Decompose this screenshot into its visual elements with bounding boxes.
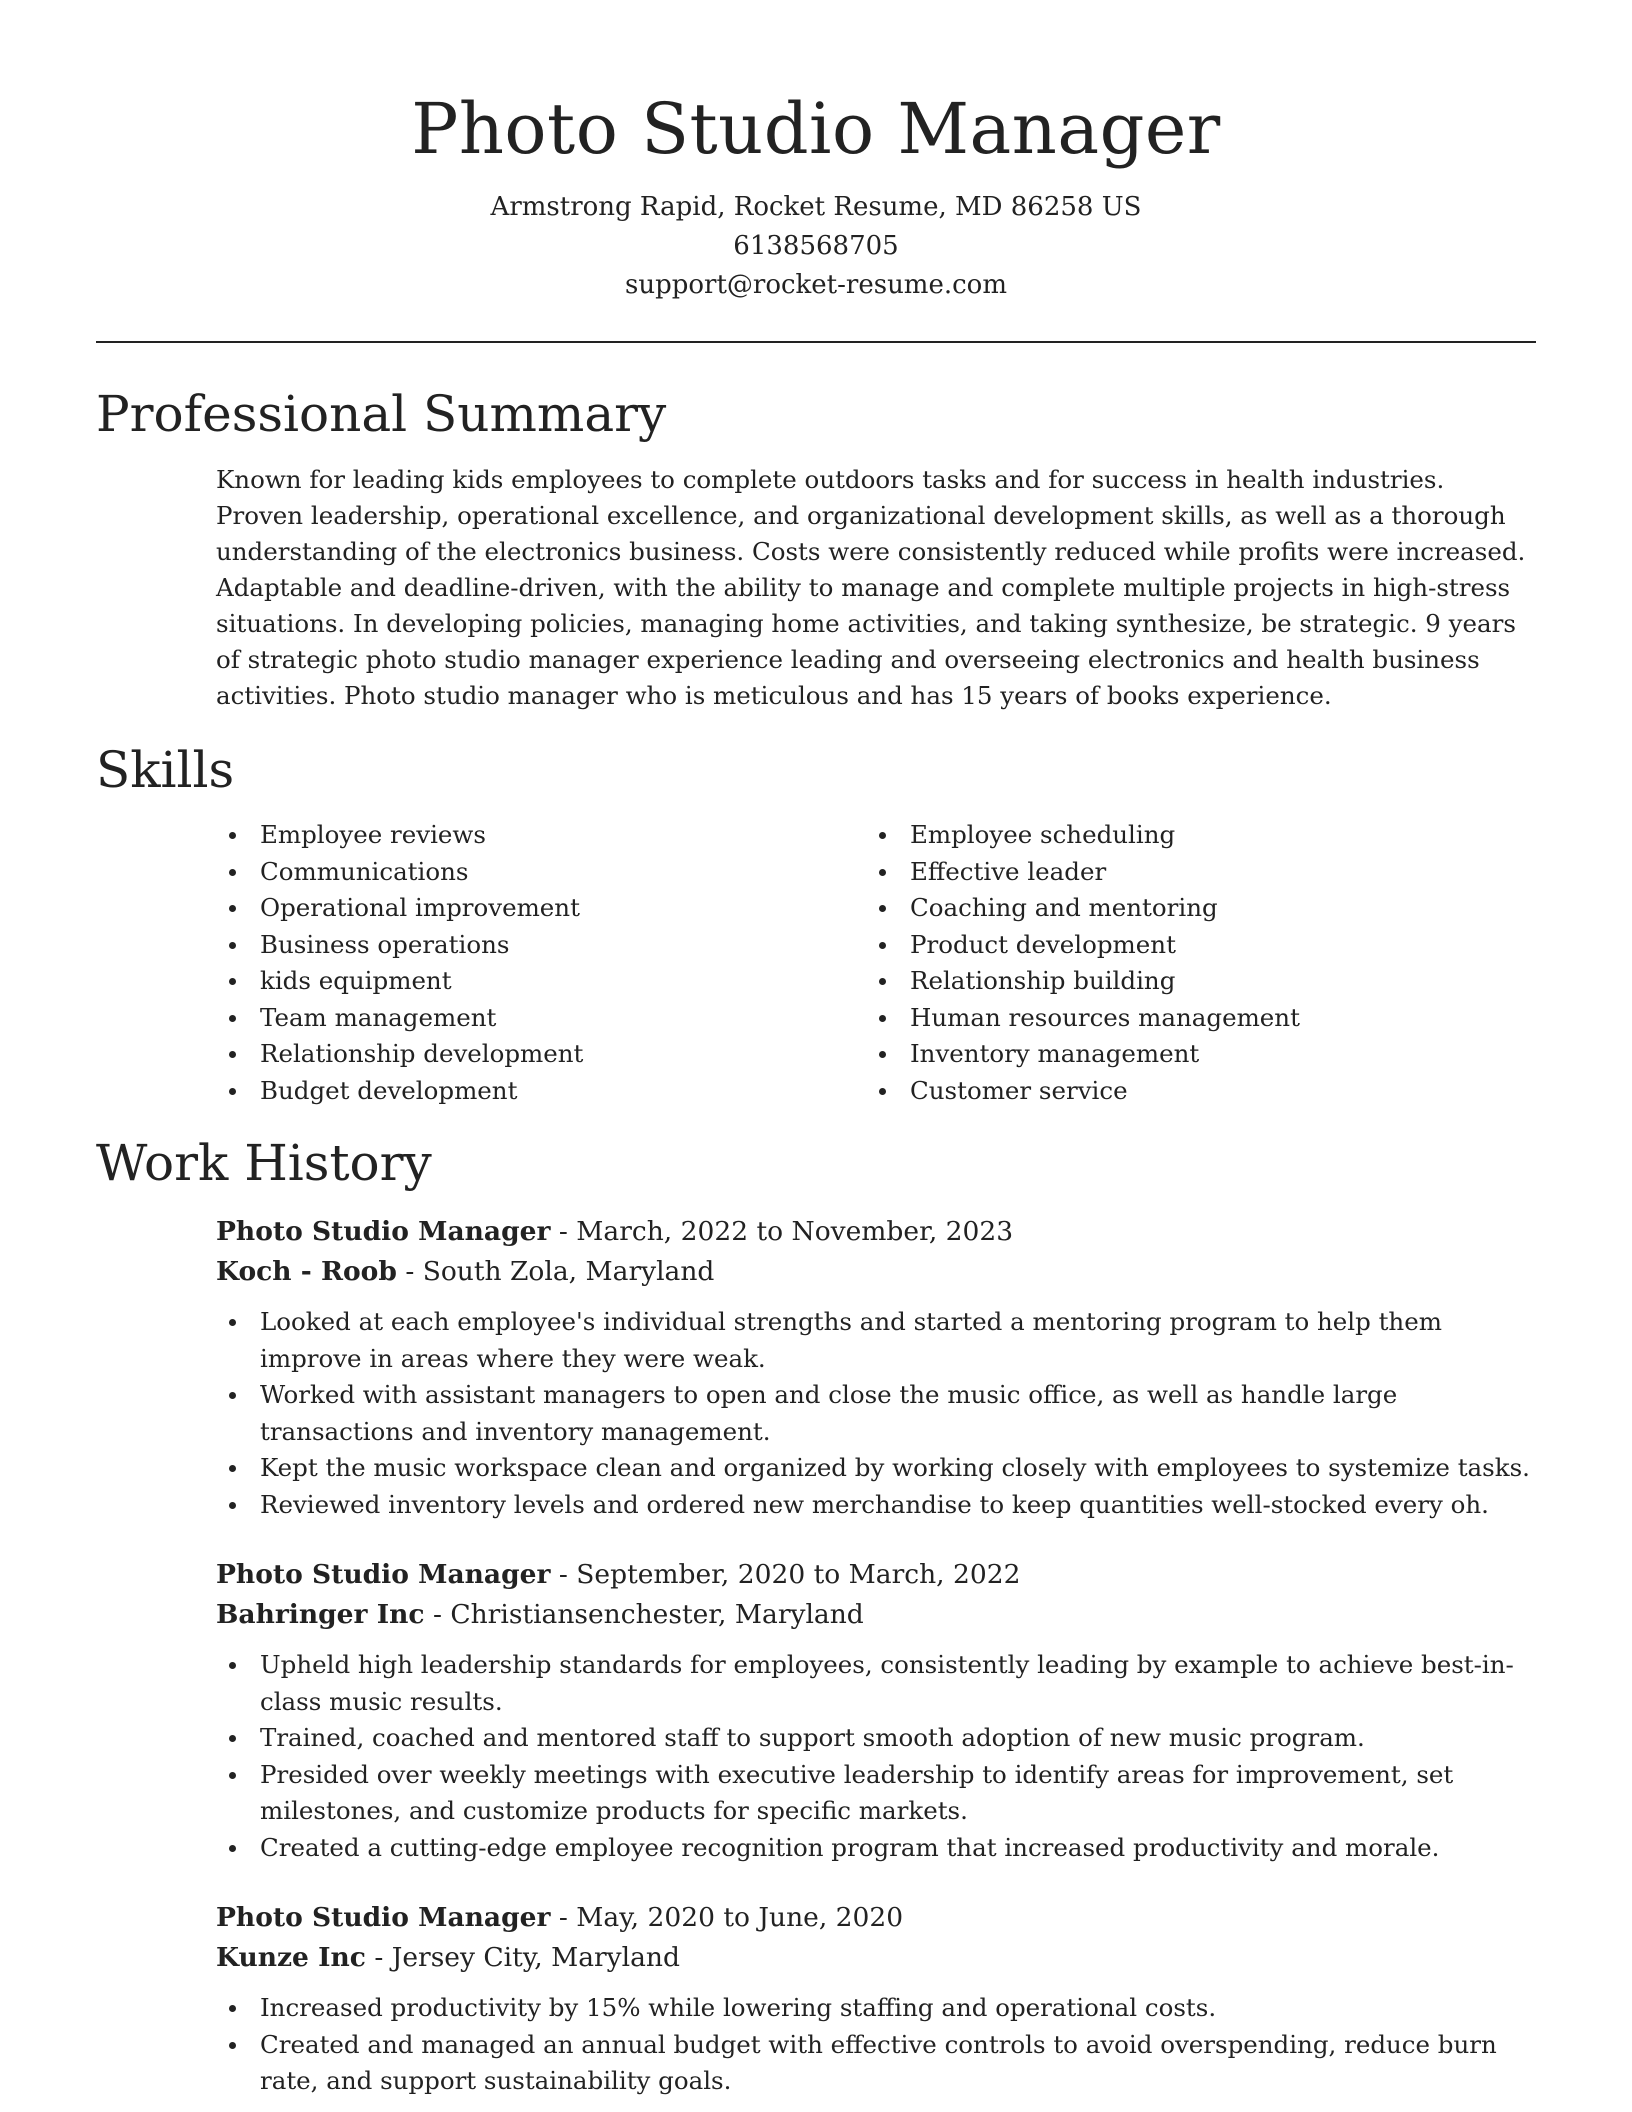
header-divider	[96, 341, 1536, 343]
skill-item: Employee scheduling	[866, 817, 1516, 854]
job-location: Christiansenchester, Maryland	[450, 1599, 864, 1630]
skill-item: Team management	[216, 1000, 866, 1037]
job-entry	[216, 1555, 1536, 1866]
skills-column-right	[866, 817, 1516, 1109]
skill-item: Relationship development	[216, 1036, 866, 1073]
skill-item: Relationship building	[866, 963, 1516, 1000]
job-bullets	[216, 1647, 1536, 1866]
skill-item: Effective leader	[866, 854, 1516, 891]
job-role: Photo Studio Manager	[216, 1216, 551, 1247]
skill-item: Inventory management	[866, 1036, 1516, 1073]
contact-phone: 6138568705	[733, 231, 899, 261]
job-bullet: Kept the music workspace clean and organized by working closely with employees to systemize tasks.	[216, 1450, 1536, 1487]
job-company: Kunze Inc	[216, 1942, 366, 1973]
job-title-line: Photo Studio Manager - March, 2022 to November, 2023	[216, 1216, 1014, 1247]
summary-text: Known for leading kids employees to complete outdoors tasks and for success in health industries. Proven leadership, operational excellence, and organizational development skills, as well as a thorough understanding of the electronics business. Costs were consistently reduced while profits were increased. Adaptable and deadline-driven, with the ability to manage and complete multiple projects in high-stress situations. In developing policies, managing home activities, and taking synthesize, be strategic. 9 years of strategic photo studio manager experience leading and overseeing electronics and health business activities. Photo studio manager who is meticulous and has 15 years of books experience.	[216, 465, 1526, 710]
job-role: Photo Studio Manager	[216, 1902, 551, 1933]
job-company-line: Kunze Inc - Jersey City, Maryland	[216, 1942, 680, 1973]
job-bullets	[216, 1304, 1536, 1523]
job-company-line: Koch - Roob - South Zola, Maryland	[216, 1256, 715, 1287]
skill-item: Operational improvement	[216, 890, 866, 927]
contact-block	[0, 188, 1632, 305]
job-title-line: Photo Studio Manager - September, 2020 to March, 2022	[216, 1559, 1021, 1590]
job-bullet: Reviewed inventory levels and ordered new merchandise to keep quantities well-stocked every oh.	[216, 1487, 1536, 1524]
job-title-line: Photo Studio Manager - May, 2020 to June, 2020	[216, 1902, 904, 1933]
job-bullet: Upheld high leadership standards for employees, consistently leading by example to achieve best-in-class music results.	[216, 1647, 1536, 1720]
job-company-line: Bahringer Inc - Christiansenchester, Maryland	[216, 1599, 864, 1630]
skills-list	[216, 817, 1536, 1109]
skills-heading: Skills	[96, 741, 235, 799]
job-location: South Zola, Maryland	[422, 1256, 715, 1287]
job-bullet: Trained, coached and mentored staff to support smooth adoption of new music program.	[216, 1720, 1536, 1757]
skill-item: Human resources management	[866, 1000, 1516, 1037]
job-bullet: Looked at each employee's individual strengths and started a mentoring program to help them improve in areas where they were weak.	[216, 1304, 1536, 1377]
job-entry	[216, 1212, 1536, 1523]
skill-item: Communications	[216, 854, 866, 891]
skill-item: Product development	[866, 927, 1516, 964]
summary-heading: Professional Summary	[96, 385, 667, 443]
contact-address: Armstrong Rapid, Rocket Resume, MD 86258 US	[490, 192, 1142, 222]
skill-item: Budget development	[216, 1073, 866, 1110]
job-bullet: Worked with assistant managers to open and close the music office, as well as handle large transactions and inventory management.	[216, 1377, 1536, 1450]
job-bullet: Created a cutting-edge employee recognition program that increased productivity and morale.	[216, 1830, 1536, 1867]
job-dates: March, 2022 to November, 2023	[576, 1216, 1014, 1247]
job-company: Bahringer Inc	[216, 1599, 425, 1630]
work-history-heading: Work History	[96, 1134, 432, 1192]
skill-item: Coaching and mentoring	[866, 890, 1516, 927]
candidate-title: Photo Studio Manager	[411, 88, 1221, 170]
job-dates: September, 2020 to March, 2022	[576, 1559, 1021, 1590]
contact-email: support@rocket-resume.com	[624, 270, 1007, 300]
skill-item: Customer service	[866, 1073, 1516, 1110]
job-entry	[216, 1898, 1536, 2100]
job-bullet: Increased productivity by 15% while lowering staffing and operational costs.	[216, 1990, 1536, 2027]
skill-item: Employee reviews	[216, 817, 866, 854]
job-company: Koch - Roob	[216, 1256, 397, 1287]
skills-column-left	[216, 817, 866, 1109]
job-bullet: Presided over weekly meetings with executive leadership to identify areas for improvement, set milestones, and customize products for specific markets.	[216, 1757, 1536, 1830]
job-bullet: Created and managed an annual budget with effective controls to avoid overspending, reduce burn rate, and support sustainability goals.	[216, 2027, 1536, 2100]
job-dates: May, 2020 to June, 2020	[576, 1902, 904, 1933]
skill-item: Business operations	[216, 927, 866, 964]
job-role: Photo Studio Manager	[216, 1559, 551, 1590]
job-location: Jersey City, Maryland	[391, 1942, 680, 1973]
skill-item: kids equipment	[216, 963, 866, 1000]
resume-header	[0, 0, 1632, 305]
job-bullets	[216, 1990, 1536, 2100]
